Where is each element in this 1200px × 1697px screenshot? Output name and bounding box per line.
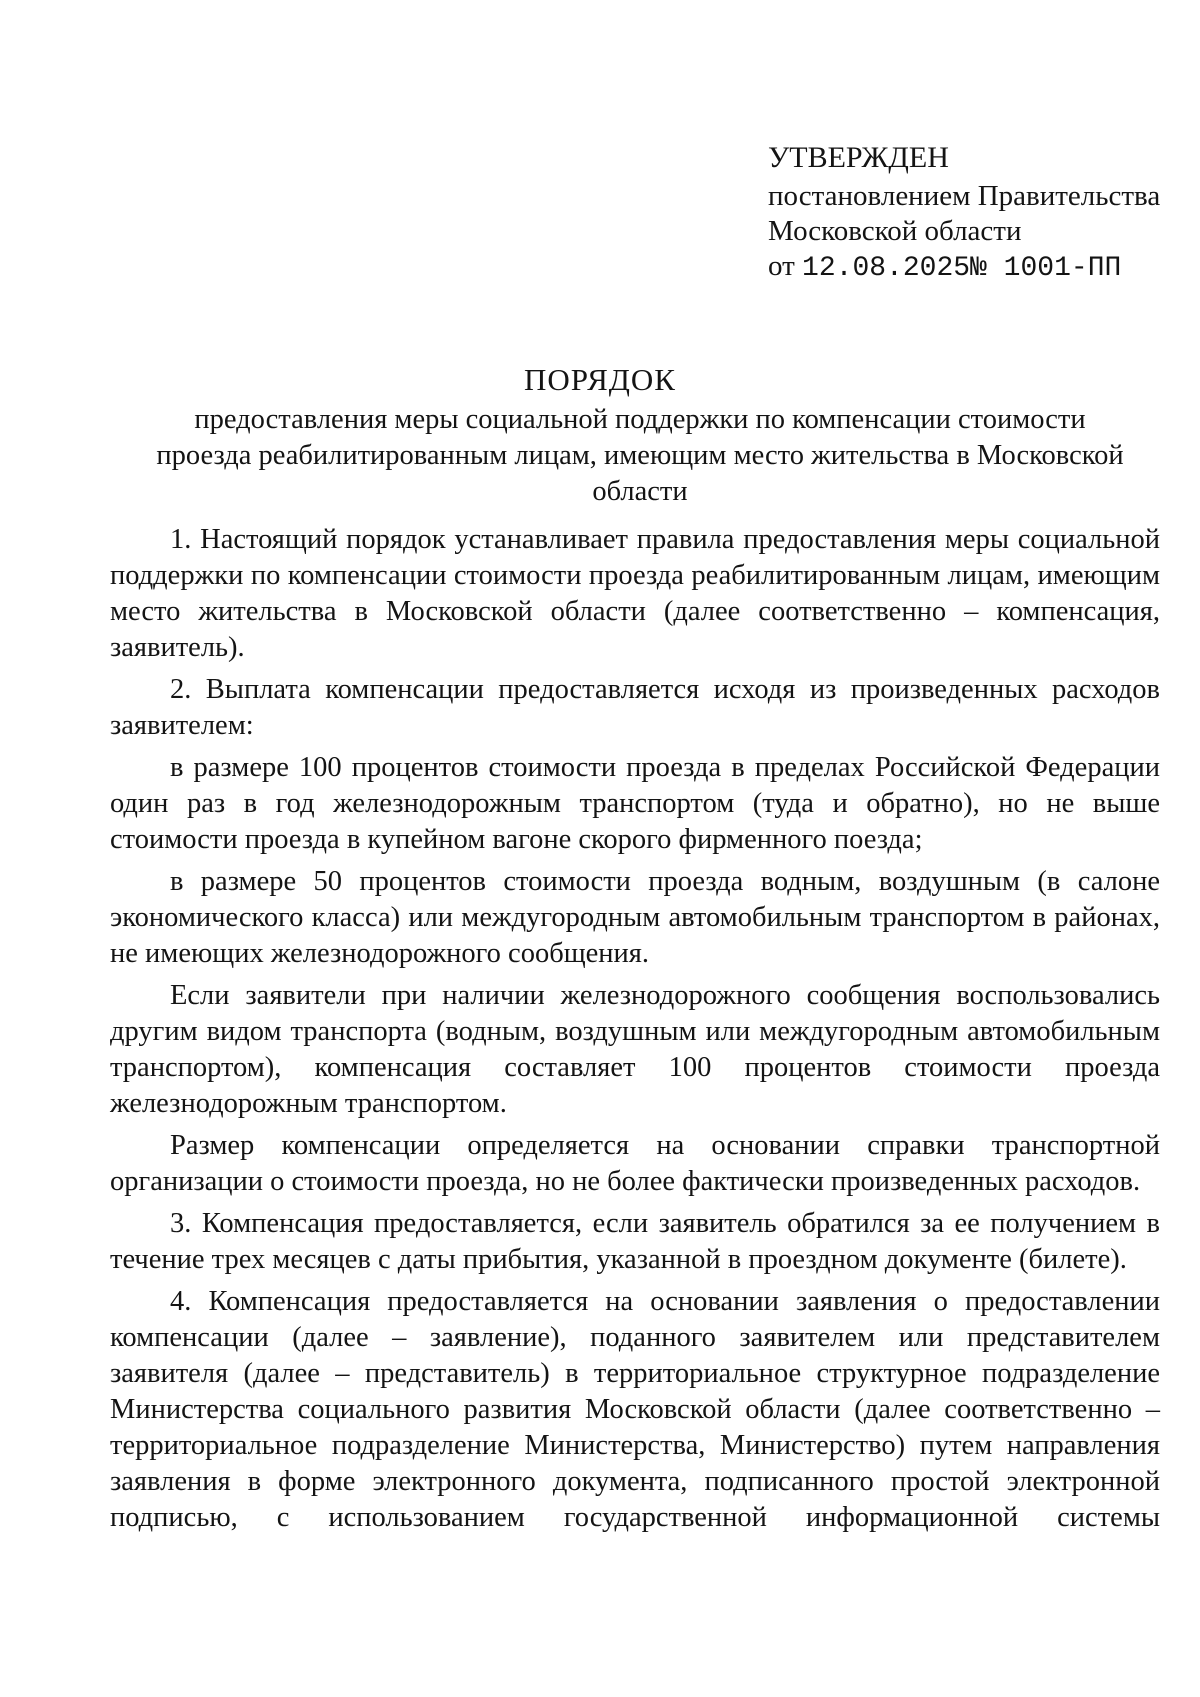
paragraph-8: 4. Компенсация предоставляется на основании заявления о предоставлении компенсации (далее – заявление), поданного заявителем или представителем заявителя (далее – представитель) в территориальное структурное подразделение Министерства социального развития Московской области (далее соответственно – территориальное подразделение Министерства, Министерство) путем направления заявления в форме электронного документа, подписанного простой электронной подписью, с использованием государственной информационной системы (110, 1286, 1160, 1533)
document-title: ПОРЯДОК (524, 362, 676, 397)
paragraph-1: 1. Настоящий порядок устанавливает правила предоставления меры социальной поддержки по компенсации стоимости проезда реабилитированным лицам, имеющим место жительства в Московской области (далее соответственно – компенсация, заявитель). (110, 524, 1160, 663)
approval-number: № 1001-ПП (970, 253, 1122, 284)
document-body (110, 522, 1160, 1539)
approval-stamp (768, 140, 1160, 286)
document-subtitle: предоставления меры социальной поддержки по компенсации стоимости проезда реабилитированным лицам, имеющим место жительства в Московской области (156, 404, 1124, 507)
paragraph-2: 2. Выплата компенсации предоставляется исходя из произведенных расходов заявителем: (110, 674, 1160, 741)
approval-line-2: Московской области (768, 215, 1022, 247)
paragraph-5: Если заявители при наличии железнодорожного сообщения воспользовались другим видом транспорта (водным, воздушным или междугородным автомобильным транспортом), компенсация составляет 100 процентов стоимости проезда железнодорожным транспортом. (110, 980, 1160, 1119)
paragraph-7: 3. Компенсация предоставляется, если заявитель обратился за ее получением в течение трех месяцев с даты прибытия, указанной в проездном документе (билете). (110, 1208, 1160, 1275)
approval-date-line (768, 249, 1160, 286)
approval-date: 12.08.2025 (802, 253, 971, 284)
paragraph-3: в размере 100 процентов стоимости проезда в пределах Российской Федерации один раз в год железнодорожным транспортом (туда и обратно), но не выше стоимости проезда в купейном вагоне скорого фирменного поезда; (110, 752, 1160, 855)
approval-prefix: от (768, 250, 795, 282)
approval-line-1: постановлением Правительства (768, 180, 1161, 212)
approval-heading: УТВЕРЖДЕН (768, 141, 949, 174)
paragraph-6: Размер компенсации определяется на основании справки транспортной организации о стоимости проезда, но не более фактически произведенных расходов. (110, 1130, 1160, 1197)
paragraph-4: в размере 50 процентов стоимости проезда водным, воздушным (в салоне экономического класса) или междугородным автомобильным транспортом в районах, не имеющих железнодорожного сообщения. (110, 866, 1160, 969)
